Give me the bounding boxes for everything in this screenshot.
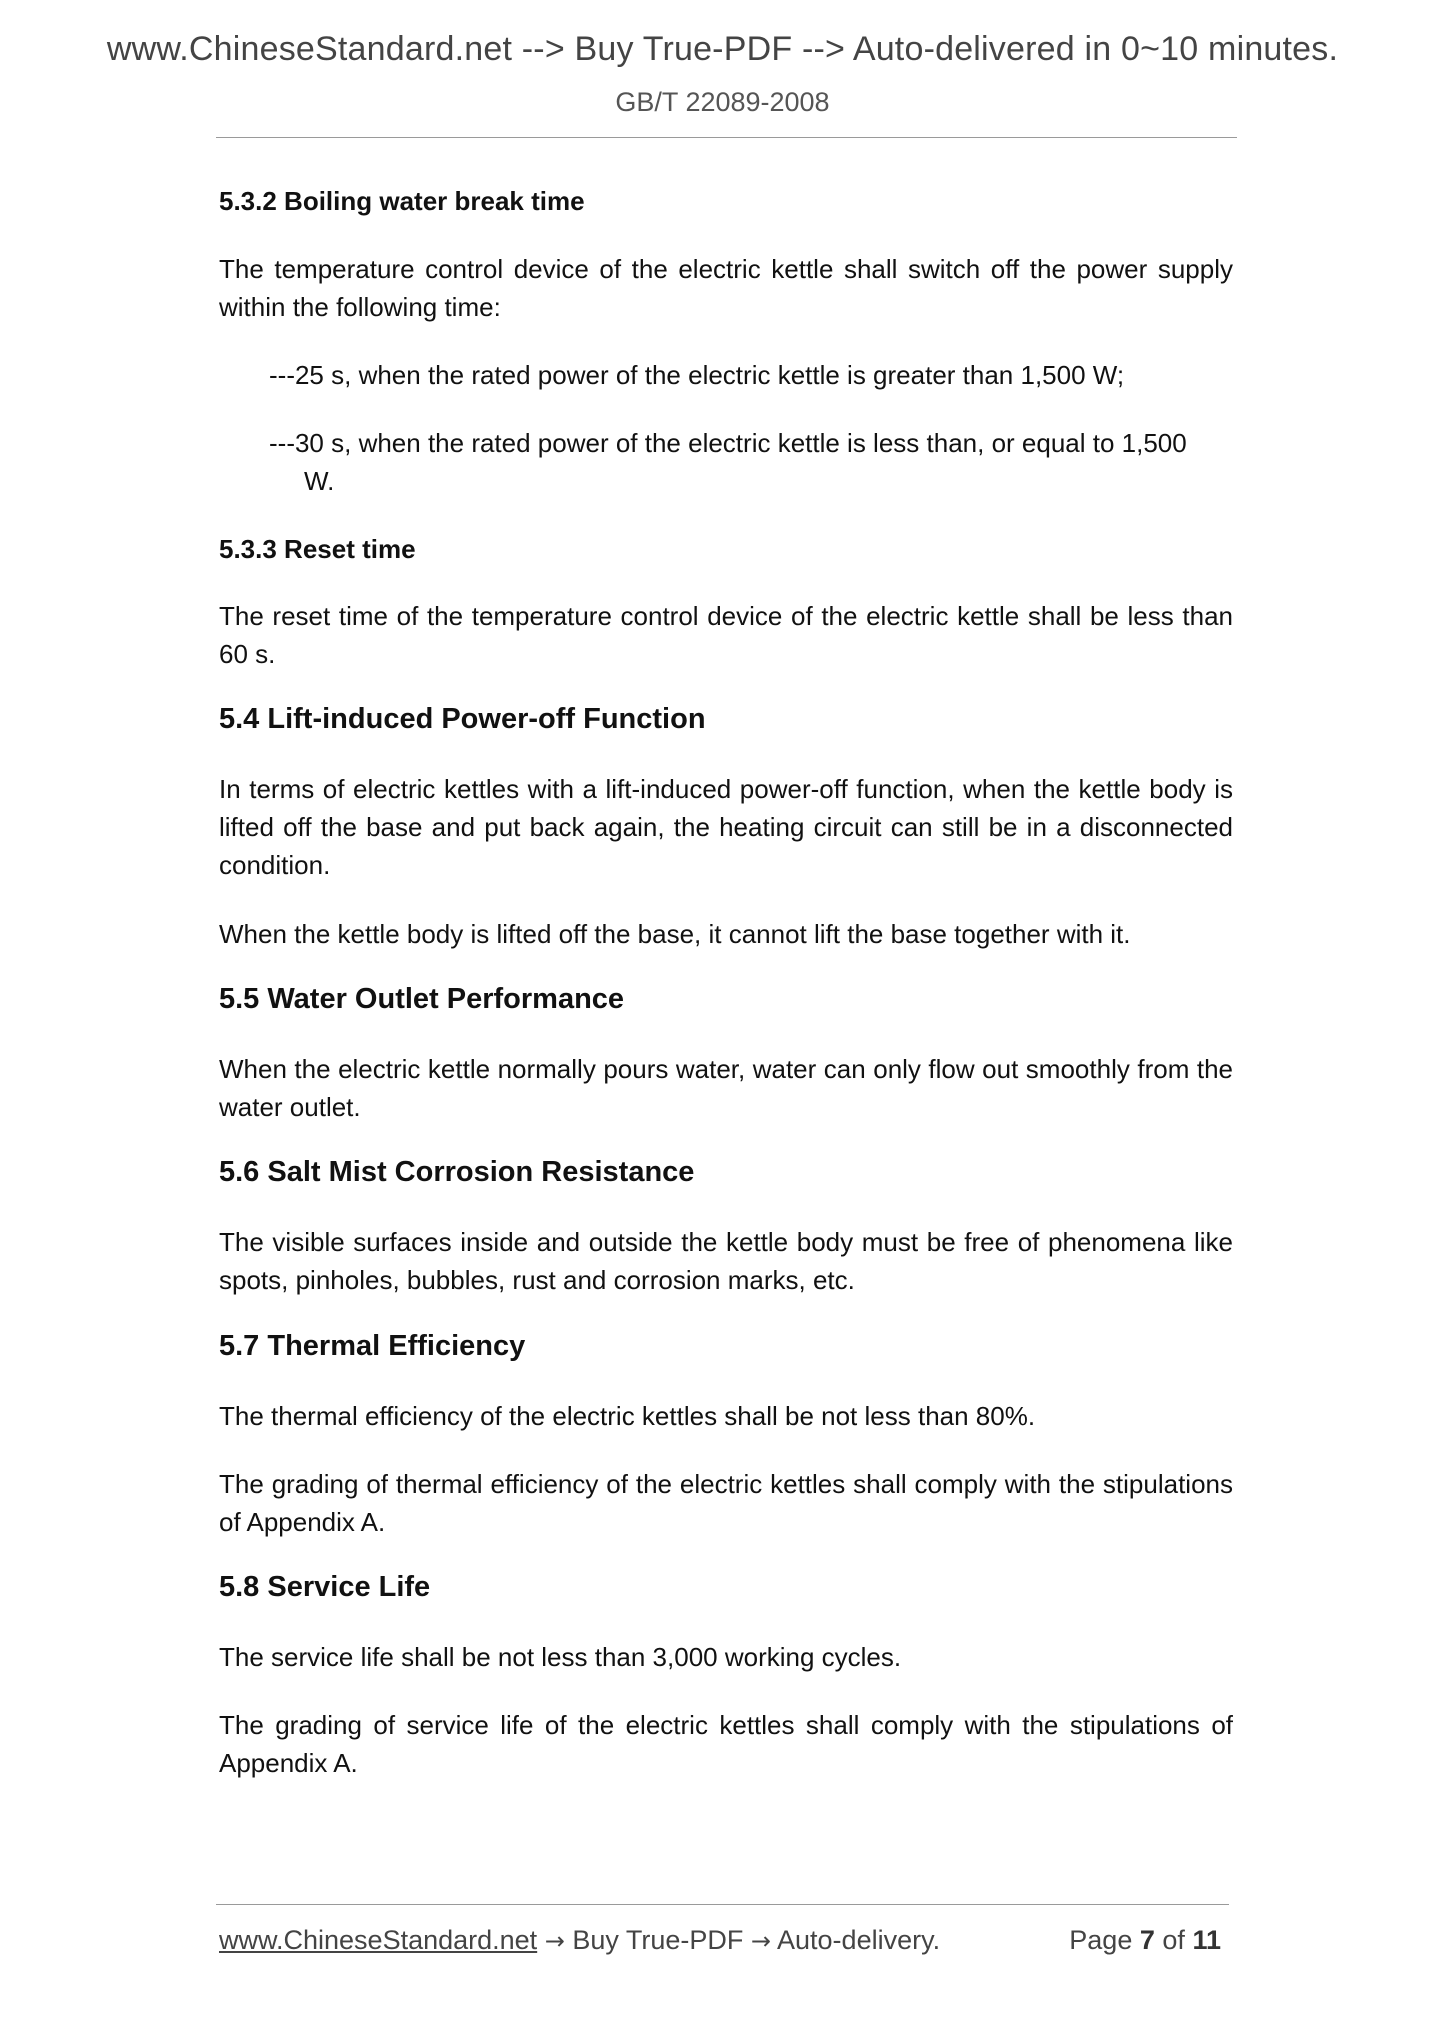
paragraph-reset-time: The reset time of the temperature control device of the electric kettle shall be less than 60 s. [219,601,1233,669]
list-item-30s-line1: ---30 s, when the rated power of the electric kettle is less than, or equal to 1,500 [269,428,1187,458]
list-item-30s [269,424,1233,500]
list-item-25s: ---25 s, when the rated power of the electric kettle is greater than 1,500 W; [269,360,1125,390]
heading-5-7: 5.7 Thermal Efficiency [219,1330,526,1362]
footer-promo [219,1925,940,1956]
heading-5-6: 5.6 Salt Mist Corrosion Resistance [219,1156,695,1188]
page-current: 7 [1139,1925,1155,1955]
paragraph-thermal-efficiency-1: The thermal efficiency of the electric kettles shall be not less than 80%. [219,1401,1036,1431]
paragraph-water-outlet: When the electric kettle normally pours water, water can only flow out smoothly from the water outlet. [219,1054,1233,1122]
heading-5-5: 5.5 Water Outlet Performance [219,983,625,1015]
list-item-30s-line2: W. [304,466,335,496]
standard-code: GB/T 22089-2008 [615,87,830,117]
paragraph-service-life-2: The grading of service life of the electric kettles shall comply with the stipulations of Appendix A. [219,1710,1233,1778]
page-of-label: of [1162,1925,1185,1955]
heading-5-4: 5.4 Lift-induced Power-off Function [219,703,706,735]
footer-site-link[interactable]: www.ChineseStandard.net [219,1925,538,1955]
footer-divider [216,1904,1229,1905]
arrow-right-icon: → [544,1927,565,1955]
paragraph-boiling-break: The temperature control device of the electric kettle shall switch off the power supply within the following time: [219,254,1233,322]
footer-delivery-text: Auto-delivery. [777,1925,941,1955]
site-banner: www.ChineseStandard.net --> Buy True-PDF --> Auto-delivered in 0~10 minutes. [106,30,1339,68]
page-number [1069,1925,1221,1956]
paragraph-lift-power-off-1: In terms of electric kettles with a lift-induced power-off function, when the kettle body is lifted off the base and put back again, the heating circuit can still be in a disconnected condition. [219,774,1233,880]
paragraph-service-life-1: The service life shall be not less than 3,000 working cycles. [219,1642,902,1672]
arrow-right-icon: → [750,1927,771,1955]
paragraph-thermal-efficiency-2: The grading of thermal efficiency of the electric kettles shall comply with the stipulations of Appendix A. [219,1469,1233,1537]
heading-5-3-3: 5.3.3 Reset time [219,534,416,564]
paragraph-salt-mist: The visible surfaces inside and outside the kettle body must be free of phenomena like spots, pinholes, bubbles, rust and corrosion marks, etc. [219,1227,1233,1295]
heading-5-3-2: 5.3.2 Boiling water break time [219,186,585,216]
paragraph-lift-power-off-2: When the kettle body is lifted off the base, it cannot lift the base together with it. [219,919,1131,949]
footer-buy-text: Buy True-PDF [572,1925,744,1955]
page-total: 11 [1192,1925,1221,1955]
page-label: Page [1069,1925,1133,1955]
header-divider [216,137,1237,138]
heading-5-8: 5.8 Service Life [219,1571,431,1603]
